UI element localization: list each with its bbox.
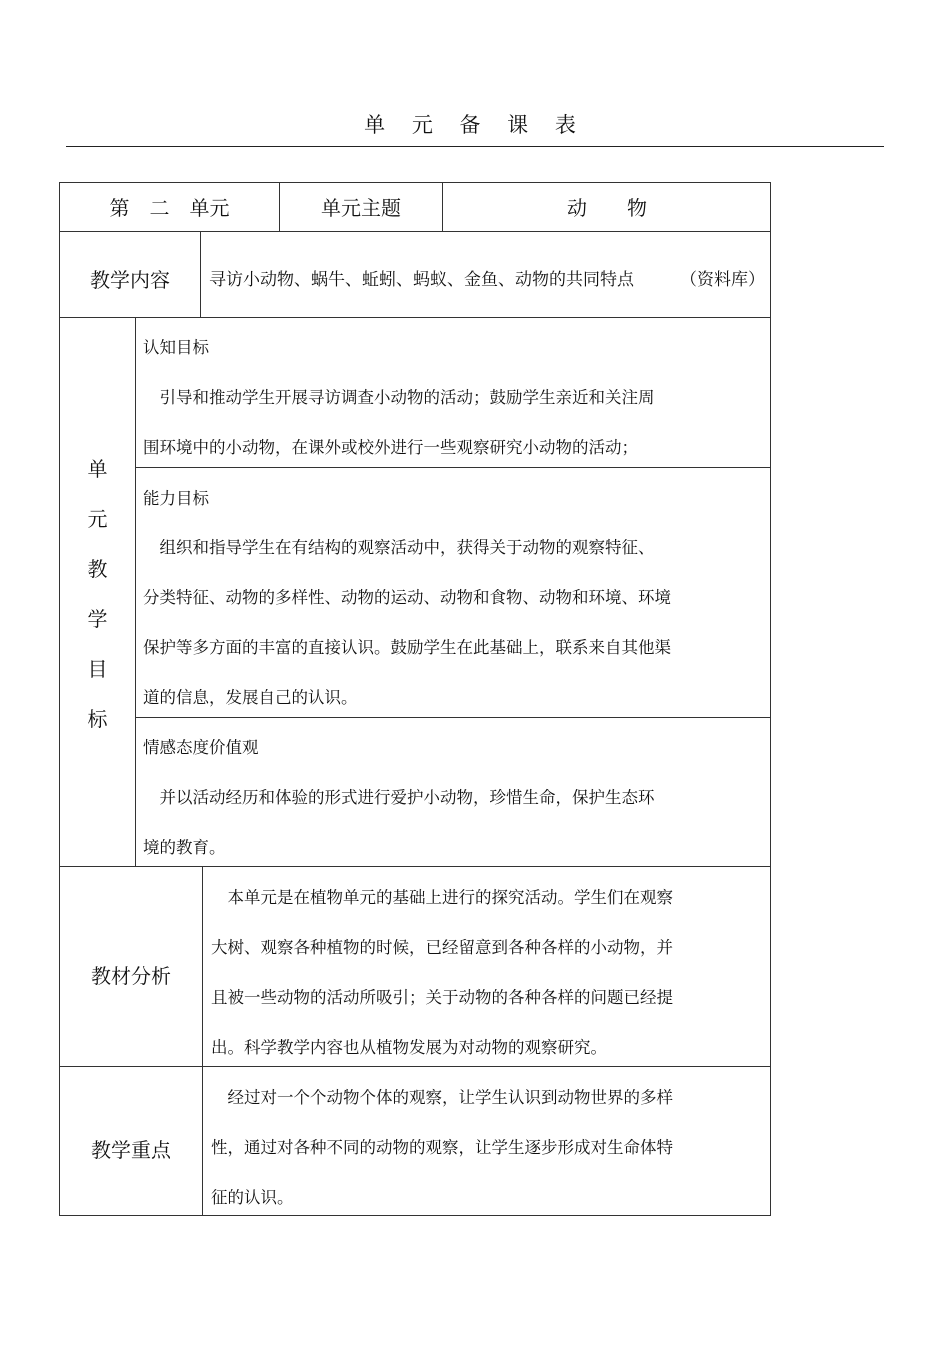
analysis-line: 且被一些动物的活动所吸引；关于动物的各种各样的问题已经提 [211, 988, 673, 1007]
goals-label-char: 单 [87, 457, 108, 481]
analysis-line: 本单元是在植物单元的基础上进行的探究活动。学生们在观察 [211, 888, 673, 907]
title-rule [66, 146, 884, 147]
row-divider-content [59, 317, 771, 318]
analysis-label: 教材分析 [91, 964, 171, 988]
theme-value: 动 物 [567, 196, 647, 220]
row-divider-ability [135, 717, 771, 718]
goals-label-char: 元 [87, 507, 108, 531]
row-divider-cognitive [135, 467, 771, 468]
ability-line: 保护等多方面的丰富的直接认识。鼓励学生在此基础上，联系来自其他渠 [143, 638, 671, 657]
ability-line: 道的信息，发展自己的认识。 [143, 688, 358, 707]
goals-label-char: 目 [87, 657, 108, 681]
goals-label-char: 标 [87, 707, 108, 731]
ability-line: 组织和指导学生在有结构的观察活动中，获得关于动物的观察特征、 [143, 538, 655, 557]
ability-line: 分类特征、动物的多样性、动物的运动、动物和食物、动物和环境、环境 [143, 588, 671, 607]
content-text: 寻访小动物、蜗牛、蚯蚓、蚂蚁、金鱼、动物的共同特点 [209, 270, 634, 290]
row-divider-analysis [59, 1066, 771, 1067]
goals-label [60, 455, 135, 755]
focus-line: 经过对一个个动物个体的观察，让学生认识到动物世界的多样 [211, 1088, 673, 1107]
col-divider-goals [135, 317, 136, 866]
unit-number: 第 二 单元 [109, 196, 230, 220]
row-divider-goals [59, 866, 771, 867]
analysis-line: 大树、观察各种植物的时候，已经留意到各种各样的小动物，并 [211, 938, 673, 957]
goals-label-char: 学 [87, 607, 108, 631]
col-divider-content [200, 231, 201, 317]
cognitive-heading: 认知目标 [143, 338, 209, 357]
content-note: （资料库） [680, 270, 765, 290]
ability-heading: 能力目标 [143, 489, 209, 508]
goals-label-char: 教 [87, 557, 108, 581]
focus-line: 性，通过对各种不同的动物的观察，让学生逐步形成对生命体特 [211, 1138, 673, 1157]
focus-label: 教学重点 [91, 1138, 171, 1162]
col-divider-lower [202, 866, 203, 1216]
content-label: 教学内容 [90, 268, 170, 292]
page-title: 单 元 备 课 表 [364, 113, 586, 137]
emotion-heading: 情感态度价值观 [143, 738, 259, 757]
focus-line: 征的认识。 [211, 1188, 294, 1207]
cognitive-line: 围环境中的小动物，在课外或校外进行一些观察研究小动物的活动； [143, 438, 638, 457]
theme-label: 单元主题 [321, 196, 401, 220]
row-divider-header [59, 231, 771, 232]
emotion-line: 境的教育。 [143, 838, 226, 857]
emotion-line: 并以活动经历和体验的形式进行爱护小动物，珍惜生命，保护生态环 [143, 788, 655, 807]
analysis-line: 出。科学教学内容也从植物发展为对动物的观察研究。 [211, 1038, 607, 1057]
cognitive-line: 引导和推动学生开展寻访调查小动物的活动；鼓励学生亲近和关注周 [143, 388, 655, 407]
